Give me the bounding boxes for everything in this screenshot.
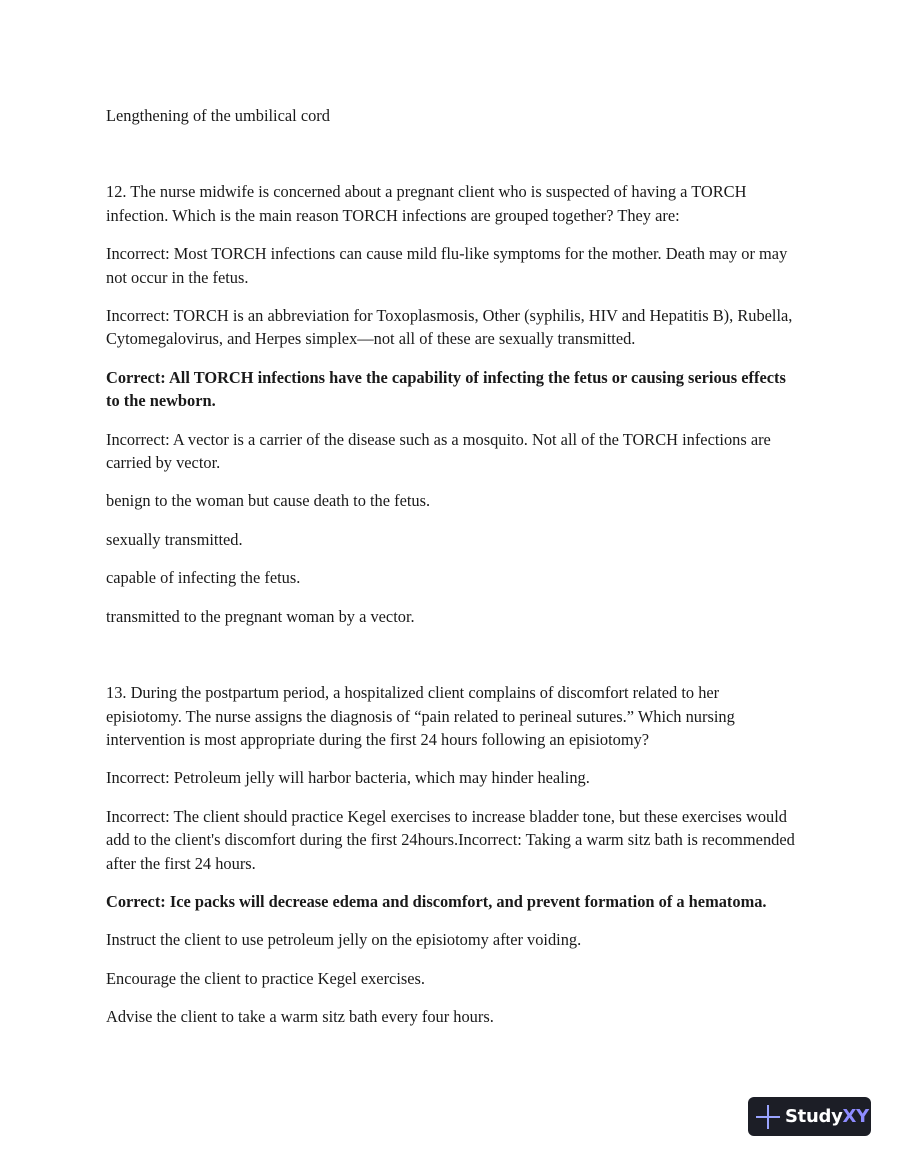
q13-option-3: Advise the client to take a warm sitz bath every four hours.	[106, 1007, 494, 1027]
q13-rationale-2: Incorrect: The client should practice Kegel exercises to increase bladder tone, but these exercises would add to the client's discomfort during the first 24hours.Incorrect: Taking a warm sitz bath is recommended after the first 24 hours.	[106, 806, 795, 873]
q12-option-2: sexually transmitted.	[106, 529, 243, 549]
q12-option-1: benign to the woman but cause death to the fetus.	[106, 491, 431, 511]
plus-icon	[756, 1105, 780, 1129]
q12-option-3: capable of infecting the fetus.	[106, 568, 301, 588]
question-13-text: 13. During the postpartum period, a hospitalized client complains of discomfort related to her episiotomy. The nurse assigns the diagnosis of “pain related to perineal sutures.” Which nursing intervention is most appropriate during the first 24 hours following an episiotomy?	[106, 683, 735, 749]
studyxy-logo-text	[785, 1106, 869, 1127]
q13-option-1: Instruct the client to use petroleum jelly on the episiotomy after voiding.	[106, 930, 582, 950]
question-12-text: 12. The nurse midwife is concerned about a pregnant client who is suspected of having a TORCH infection. Which is the main reason TORCH infections are grouped together? They are:	[106, 182, 747, 225]
document-page	[106, 104, 796, 1029]
q13-option-2: Encourage the client to practice Kegel exercises.	[106, 968, 426, 988]
q12-rationale-2: Incorrect: TORCH is an abbreviation for Toxoplasmosis, Other (syphilis, HIV and Hepatitis B), Rubella, Cytomegalovirus, and Herpes simplex—not all of these are sexually transmitted.	[106, 306, 793, 349]
q13-rationale-correct: Correct: Ice packs will decrease edema and discomfort, and prevent formation of a hematoma.	[106, 891, 767, 911]
q12-rationale-correct: Correct: All TORCH infections have the capability of infecting the fetus or causing serious effects to the newborn.	[106, 367, 786, 411]
brand-study: Study	[785, 1106, 843, 1127]
brand-xy: XY	[842, 1106, 869, 1127]
studyxy-badge[interactable]	[748, 1097, 871, 1136]
q12-rationale-4: Incorrect: A vector is a carrier of the disease such as a mosquito. Not all of the TORCH infections are carried by vector.	[106, 429, 771, 473]
q12-rationale-1: Incorrect: Most TORCH infections can cause mild flu-like symptoms for the mother. Death may or may not occur in the fetus.	[106, 244, 788, 287]
intro-line: Lengthening of the umbilical cord	[106, 106, 330, 125]
q13-rationale-1: Incorrect: Petroleum jelly will harbor bacteria, which may hinder healing.	[106, 768, 590, 788]
q12-option-4: transmitted to the pregnant woman by a vector.	[106, 606, 415, 626]
